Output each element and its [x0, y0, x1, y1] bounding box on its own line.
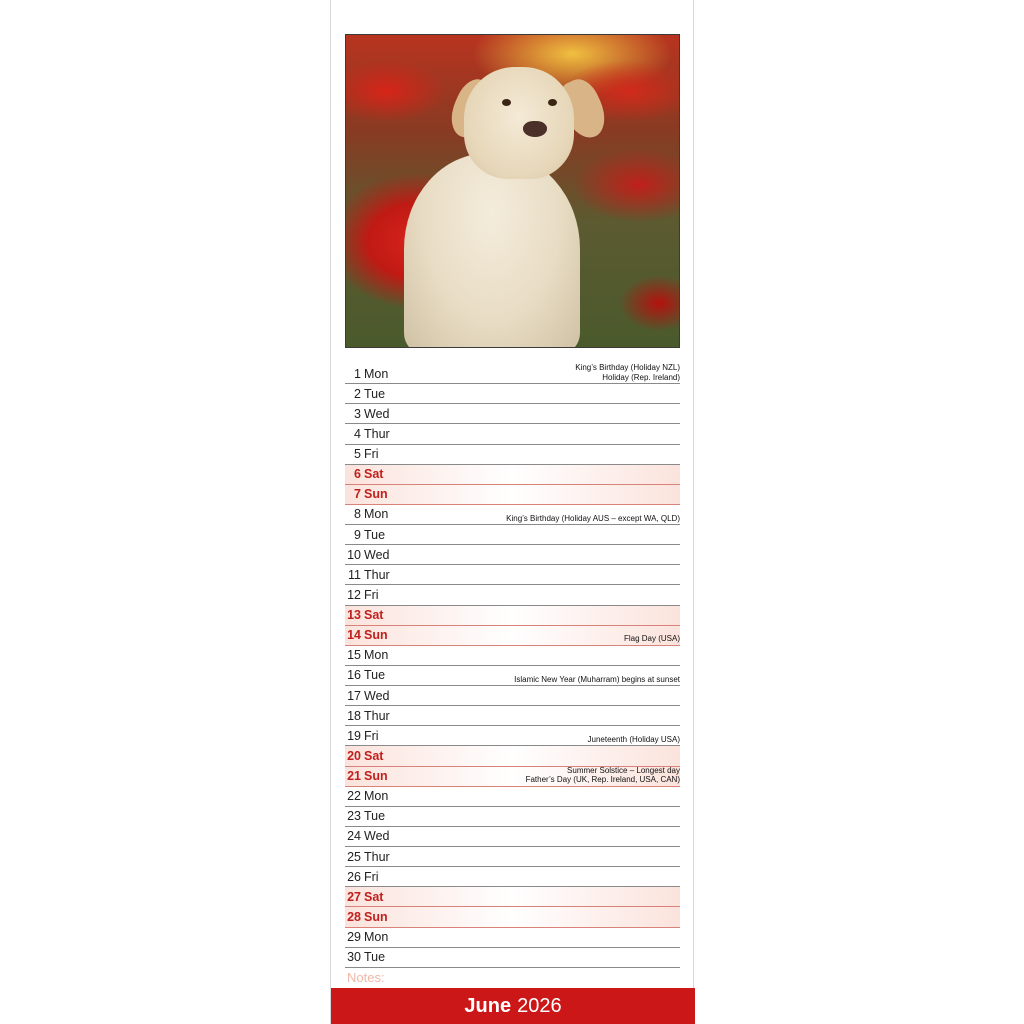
holiday-note-line: Islamic New Year (Muharram) begins at sunset [514, 674, 680, 684]
day-row [345, 887, 680, 907]
day-number: 17 [347, 688, 361, 703]
day-row [345, 505, 680, 525]
day-name: Mon [364, 366, 389, 381]
day-name: Fri [364, 447, 379, 462]
day-name: Sun [364, 487, 388, 502]
holiday-note [588, 735, 681, 745]
day-list [345, 364, 680, 968]
day-number: 8 [354, 507, 361, 522]
day-row [345, 585, 680, 605]
month-name: June [464, 994, 512, 1017]
year-label: 2026 [517, 994, 562, 1017]
day-name: Thur [364, 567, 390, 582]
day-number: 3 [354, 406, 361, 421]
day-number: 21 [347, 769, 361, 784]
day-name: Wed [364, 547, 390, 562]
calendar-page [330, 0, 694, 1024]
day-row [345, 445, 680, 465]
notes-label: Notes: [347, 970, 385, 985]
day-name: Sun [364, 909, 388, 924]
day-name: Thur [364, 708, 390, 723]
day-row [345, 706, 680, 726]
day-number: 29 [347, 930, 361, 945]
day-number: 10 [347, 547, 361, 562]
day-number: 18 [347, 708, 361, 723]
day-name: Tue [364, 668, 386, 683]
day-name: Fri [364, 587, 379, 602]
day-row [345, 626, 680, 646]
day-name: Sat [364, 467, 384, 482]
day-name: Tue [364, 950, 386, 965]
day-name: Fri [364, 728, 379, 743]
dog-in-poppies-photo [345, 34, 680, 348]
dog-nose [523, 121, 547, 137]
holiday-note-line: King’s Birthday (Holiday NZL) [575, 363, 680, 373]
day-name: Mon [364, 930, 389, 945]
day-number: 1 [354, 366, 361, 381]
day-row [345, 525, 680, 545]
day-row [345, 565, 680, 585]
day-row [345, 767, 680, 787]
day-row [345, 364, 680, 384]
day-number: 19 [347, 728, 361, 743]
day-number: 9 [354, 527, 361, 542]
day-row [345, 606, 680, 626]
holiday-note-line: Juneteenth (Holiday USA) [587, 734, 680, 744]
day-row [345, 807, 680, 827]
day-row [345, 545, 680, 565]
holiday-note-line: Flag Day (USA) [623, 634, 680, 644]
day-number: 28 [347, 909, 361, 924]
day-name: Wed [364, 688, 390, 703]
day-number: 13 [347, 608, 361, 623]
holiday-note-line: Father’s Day (UK, Rep. Ireland, USA, CAN) [525, 775, 680, 785]
day-number: 22 [347, 789, 361, 804]
day-number: 30 [347, 950, 361, 965]
day-name: Sat [364, 889, 384, 904]
holiday-note [506, 514, 680, 524]
holiday-note [526, 766, 680, 785]
day-name: Sun [364, 769, 388, 784]
dog-head-shape [464, 67, 574, 179]
day-number: 7 [354, 487, 361, 502]
day-row [345, 827, 680, 847]
day-number: 25 [347, 849, 361, 864]
dog-body-shape [404, 153, 580, 348]
month-footer [331, 988, 695, 1024]
holiday-note [514, 675, 680, 685]
day-number: 23 [347, 809, 361, 824]
day-name: Wed [364, 829, 390, 844]
day-row [345, 726, 680, 746]
day-number: 27 [347, 889, 361, 904]
day-name: Tue [364, 527, 386, 542]
day-name: Wed [364, 406, 390, 421]
day-name: Thur [364, 426, 390, 441]
day-name: Sat [364, 608, 384, 623]
holiday-note-line: Holiday (Rep. Ireland) [602, 372, 680, 382]
day-number: 11 [348, 567, 361, 582]
day-row [345, 907, 680, 927]
day-name: Mon [364, 648, 389, 663]
day-row [345, 465, 680, 485]
day-number: 4 [354, 426, 361, 441]
dog-right-eye [548, 99, 557, 106]
day-row [345, 928, 680, 948]
day-name: Fri [364, 869, 379, 884]
dog-left-eye [502, 99, 511, 106]
day-row [345, 746, 680, 766]
day-name: Sun [364, 628, 388, 643]
day-row [345, 384, 680, 404]
day-number: 6 [354, 467, 361, 482]
day-name: Tue [364, 809, 386, 824]
holiday-note [624, 634, 680, 644]
day-row [345, 867, 680, 887]
day-row [345, 404, 680, 424]
day-number: 14 [347, 628, 361, 643]
day-name: Sat [364, 748, 384, 763]
day-number: 26 [347, 869, 361, 884]
day-row [345, 646, 680, 666]
day-row [345, 686, 680, 706]
day-number: 2 [354, 386, 361, 401]
day-number: 5 [354, 447, 361, 462]
holiday-note-line: Summer Solstice – Longest day [567, 765, 680, 775]
day-name: Thur [364, 849, 390, 864]
day-row [345, 666, 680, 686]
day-row [345, 847, 680, 867]
day-row [345, 787, 680, 807]
day-name: Mon [364, 789, 389, 804]
holiday-note [575, 363, 680, 382]
day-number: 20 [347, 748, 361, 763]
day-number: 16 [347, 668, 361, 683]
day-row [345, 424, 680, 444]
day-row [345, 485, 680, 505]
day-name: Mon [364, 507, 389, 522]
day-name: Tue [364, 386, 386, 401]
holiday-note-line: King’s Birthday (Holiday AUS – except WA, QLD) [506, 513, 680, 523]
day-number: 12 [347, 587, 361, 602]
day-number: 24 [347, 829, 361, 844]
day-row [345, 948, 680, 968]
day-number: 15 [347, 648, 361, 663]
